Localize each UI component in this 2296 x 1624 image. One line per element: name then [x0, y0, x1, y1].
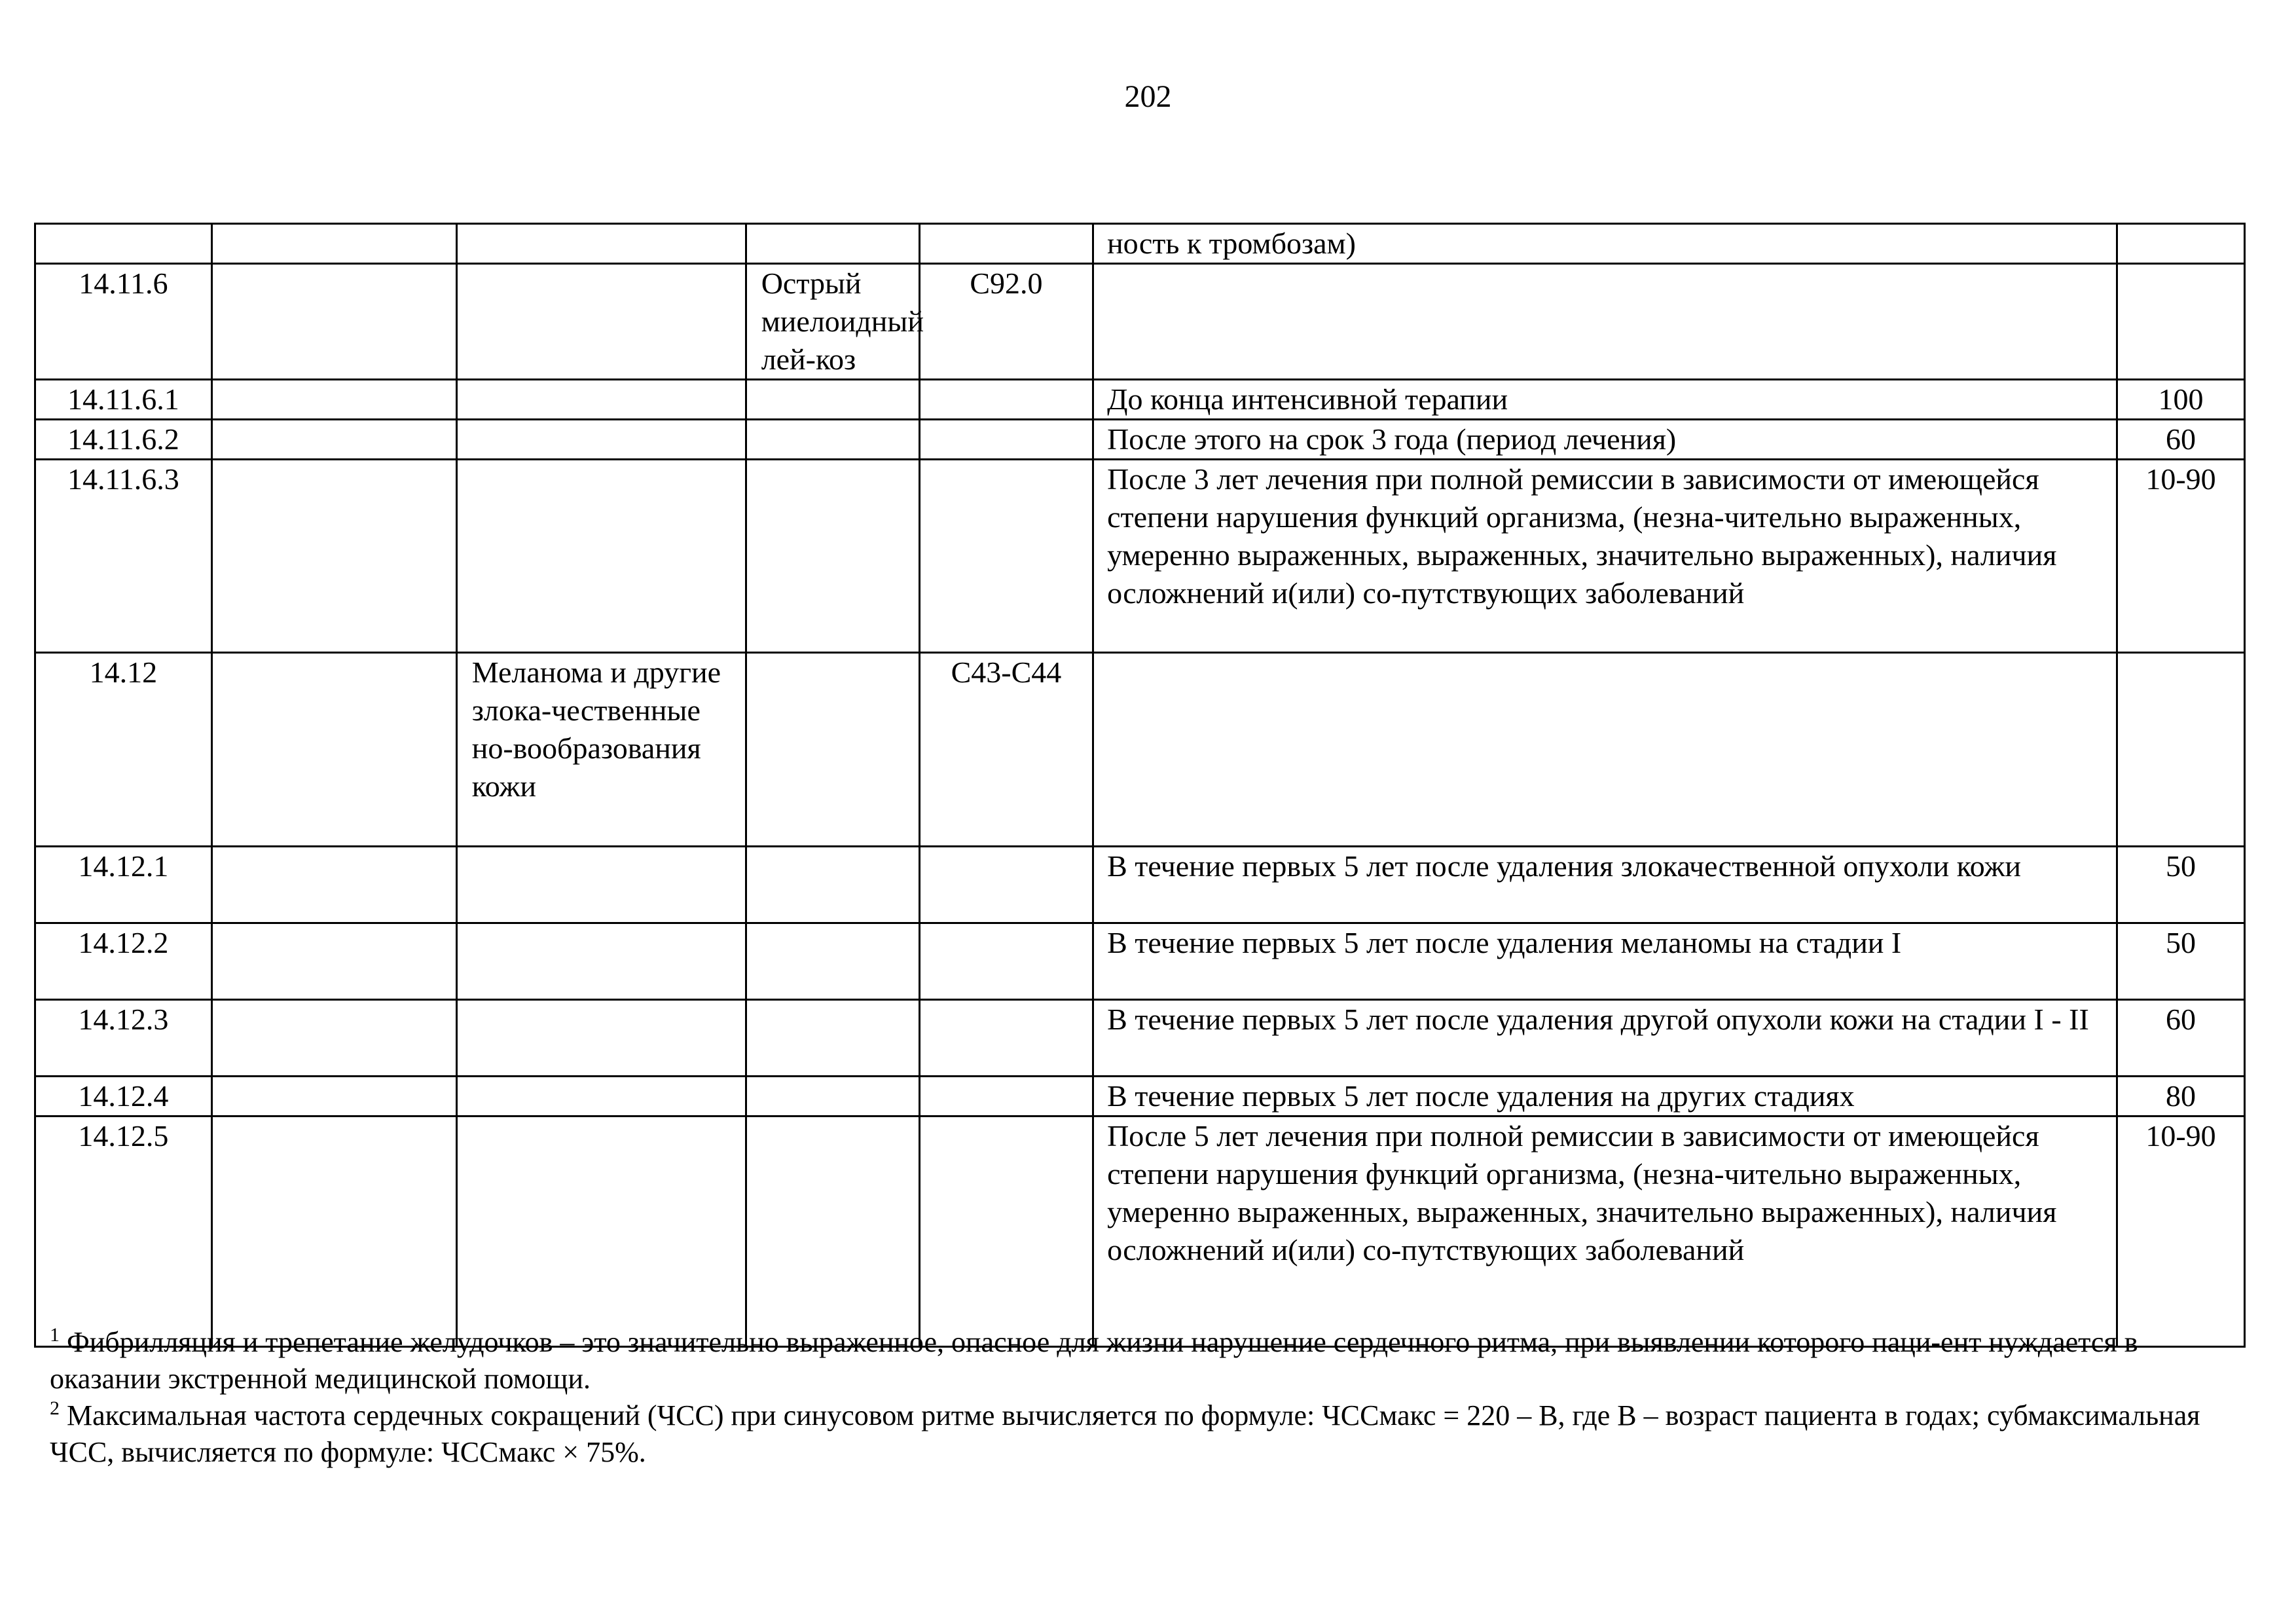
- footnote-text: Максимальная частота сердечных сокращений (ЧСС) при синусовом ритме вычисляется по формуле: ЧССмакс = 220 – B, где B – возраст пациента в годах; субмаксимальная ЧСС, вычисляется по формуле: ЧССмакс × 75%.: [50, 1399, 2200, 1468]
- row-percent: 100: [2117, 380, 2245, 420]
- row-percent: 50: [2117, 847, 2245, 923]
- table-row: [35, 460, 2245, 653]
- footnote-1: [50, 1324, 2236, 1397]
- row-percent: 60: [2117, 420, 2245, 460]
- row-mkb-code: [919, 1000, 1093, 1077]
- table-row: [35, 264, 2245, 380]
- footnote-2: [50, 1397, 2236, 1471]
- row-disease: [746, 1116, 919, 1347]
- row-group-empty: [211, 420, 456, 460]
- footnote-mark: 1: [50, 1324, 60, 1346]
- row-group-name: [456, 1116, 746, 1347]
- footnote-mark: 2: [50, 1397, 60, 1419]
- row-description: В течение первых 5 лет после удаления злокачественной опухоли кожи: [1093, 847, 2117, 923]
- footnotes: [50, 1324, 2236, 1471]
- row-disease: [746, 460, 919, 653]
- row-description: После этого на срок 3 года (период лечения): [1093, 420, 2117, 460]
- row-mkb-code: C92.0: [919, 264, 1093, 380]
- row-group-name: [456, 264, 746, 380]
- row-group-empty: [211, 653, 456, 847]
- row-mkb-code: [919, 460, 1093, 653]
- table-row: [35, 1000, 2245, 1077]
- row-group-name: [456, 923, 746, 1000]
- row-percent: [2117, 264, 2245, 380]
- row-code: 14.12.2: [35, 923, 212, 1000]
- row-description: [1093, 264, 2117, 380]
- row-mkb-code: C43-C44: [919, 653, 1093, 847]
- row-mkb-code: [919, 923, 1093, 1000]
- footnote-text: Фибрилляция и трепетание желудочков – это значительно выраженное, опасное для жизни нарушение сердечного ритма, при выявлении которого паци-ент нуждается в оказании экстренной медицинской помощи.: [50, 1326, 2138, 1395]
- row-description: До конца интенсивной терапии: [1093, 380, 2117, 420]
- row-group-empty: [211, 380, 456, 420]
- row-code: 14.12: [35, 653, 212, 847]
- disability-criteria-table: [34, 223, 2246, 1348]
- row-disease: [746, 923, 919, 1000]
- row-percent: 60: [2117, 1000, 2245, 1077]
- row-code: [35, 224, 212, 264]
- row-code: 14.11.6: [35, 264, 212, 380]
- row-group-name: [456, 1077, 746, 1116]
- row-group-empty: [211, 224, 456, 264]
- row-group-name: [456, 847, 746, 923]
- row-code: 14.12.5: [35, 1116, 212, 1347]
- row-mkb-code: [919, 1077, 1093, 1116]
- row-group-empty: [211, 1000, 456, 1077]
- table-row: [35, 224, 2245, 264]
- row-disease: [746, 847, 919, 923]
- row-percent: 80: [2117, 1077, 2245, 1116]
- page-number: 202: [1124, 79, 1172, 114]
- row-description: После 3 лет лечения при полной ремиссии в зависимости от имеющейся степени нарушения функций организма, (незна-чительно выраженных, умеренно выраженных, выраженных, значительно выраженных), наличия осложнений и(или) со-путствующих заболеваний: [1093, 460, 2117, 653]
- row-group-empty: [211, 264, 456, 380]
- table-row: [35, 420, 2245, 460]
- row-description: [1093, 653, 2117, 847]
- row-code: 14.12.1: [35, 847, 212, 923]
- row-mkb-code: [919, 420, 1093, 460]
- row-description: В течение первых 5 лет после удаления другой опухоли кожи на стадии I - II: [1093, 1000, 2117, 1077]
- row-mkb-code: [919, 847, 1093, 923]
- row-mkb-code: [919, 1116, 1093, 1347]
- row-percent: 10-90: [2117, 1116, 2245, 1347]
- table-row: [35, 1077, 2245, 1116]
- row-group-empty: [211, 1116, 456, 1347]
- table-row: [35, 923, 2245, 1000]
- row-group-empty: [211, 847, 456, 923]
- row-disease: [746, 1000, 919, 1077]
- row-percent: 50: [2117, 923, 2245, 1000]
- row-group-name: [456, 460, 746, 653]
- row-disease: [746, 420, 919, 460]
- table-row: [35, 847, 2245, 923]
- table-row: [35, 380, 2245, 420]
- row-group-empty: [211, 923, 456, 1000]
- row-mkb-code: [919, 380, 1093, 420]
- row-description: После 5 лет лечения при полной ремиссии в зависимости от имеющейся степени нарушения функций организма, (незна-чительно выраженных, умеренно выраженных, выраженных, значительно выраженных), наличия осложнений и(или) со-путствующих заболеваний: [1093, 1116, 2117, 1347]
- row-group-empty: [211, 1077, 456, 1116]
- row-disease: Острый миелоидный лей-коз: [746, 264, 919, 380]
- row-percent: [2117, 224, 2245, 264]
- row-group-name: [456, 420, 746, 460]
- row-code: 14.12.4: [35, 1077, 212, 1116]
- row-disease: [746, 1077, 919, 1116]
- row-disease: [746, 380, 919, 420]
- row-percent: 10-90: [2117, 460, 2245, 653]
- row-description: ность к тромбозам): [1093, 224, 2117, 264]
- row-description: В течение первых 5 лет после удаления на других стадиях: [1093, 1077, 2117, 1116]
- row-group-name: [456, 224, 746, 264]
- row-description: В течение первых 5 лет после удаления меланомы на стадии I: [1093, 923, 2117, 1000]
- row-code: 14.12.3: [35, 1000, 212, 1077]
- row-mkb-code: [919, 224, 1093, 264]
- row-group-name: [456, 380, 746, 420]
- row-percent: [2117, 653, 2245, 847]
- row-code: 14.11.6.1: [35, 380, 212, 420]
- row-code: 14.11.6.2: [35, 420, 212, 460]
- row-group-name: [456, 1000, 746, 1077]
- row-code: 14.11.6.3: [35, 460, 212, 653]
- row-group-name: Меланома и другие злока-чественные но-вообразования кожи: [456, 653, 746, 847]
- row-disease: [746, 224, 919, 264]
- table-row: [35, 1116, 2245, 1347]
- row-disease: [746, 653, 919, 847]
- row-group-empty: [211, 460, 456, 653]
- table-row: [35, 653, 2245, 847]
